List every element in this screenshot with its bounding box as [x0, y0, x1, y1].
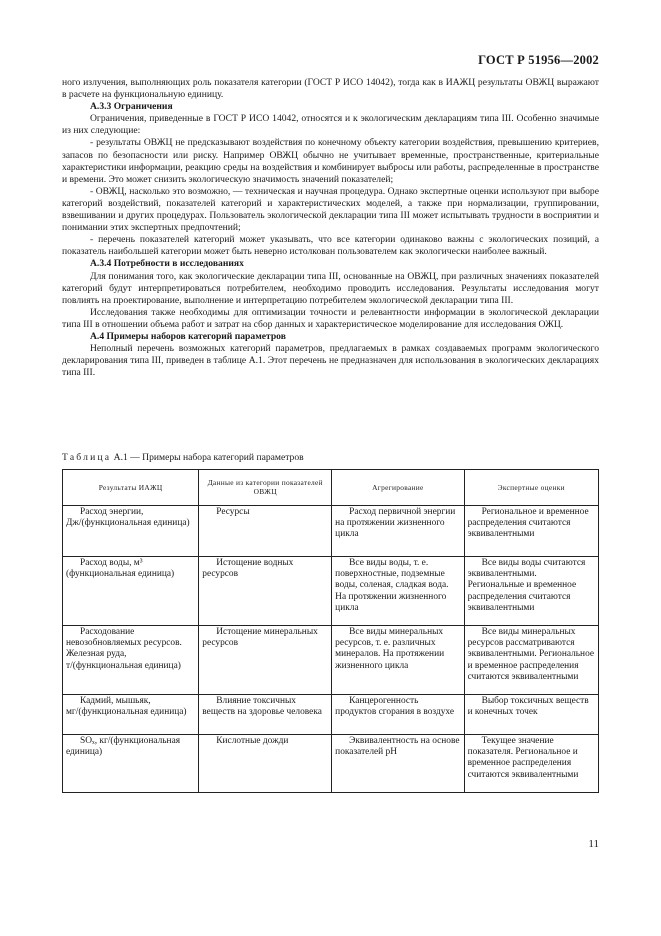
- table-cell: [332, 626, 464, 695]
- caption-label: Таблица: [62, 452, 112, 463]
- table-cell: [63, 557, 199, 626]
- paragraph: Ограничения, приведенные в ГОСТ Р ИСО 14042, относятся и к экологическим декларациям типа III. Особенно значимые из них следующие:: [62, 113, 599, 137]
- table-cell: [464, 695, 598, 735]
- cell-text: Все виды воды считаются эквивалентными. Региональные и временное распределения считаются эквивалентными: [467, 558, 586, 613]
- list-item: - результаты ОВЖЦ не предсказывают воздействия по конечному объекту категории воздействия, превышению критериев, запасов по безопасности или риску. Например ОВЖЦ обычно не учитывает временные, пространственные, критериальные характеристики информации, реакцию среды на воздействия и комбинирует выбросы или работы, распределенные в пространстве и времени. Это может снизить экологическую значимость значений показателей;: [62, 137, 599, 185]
- section-heading-a33: А.3.3 Ограничения: [90, 101, 173, 113]
- table-row: [63, 626, 599, 695]
- paragraph: ного излучения, выполняющих роль показателя категории (ГОСТ Р ИСО 14042), тогда как в ИАЖЦ результаты ОВЖЦ выражают в расчете на функциональную единицу.: [62, 77, 599, 101]
- table-cell: [199, 735, 332, 793]
- table-cell: [332, 735, 464, 793]
- section-heading-a4: А.4 Примеры наборов категорий параметров: [90, 330, 286, 342]
- table-cell: [332, 557, 464, 626]
- paragraph: Неполный перечень возможных категорий параметров, предлагаемых в рамках создаваемых программ экологического декларирования типа III, приведен в таблице А.1. Этот перечень не предназначен для использования в экологических декларациях типа III.: [62, 343, 599, 379]
- cell-text: Канцерогенность продуктов сгорания в воздухе: [335, 696, 455, 718]
- parameters-table: [62, 469, 599, 793]
- cell-text: Текущее значение показателя. Региональное и временное распределения считаются эквивалентными: [467, 736, 579, 780]
- cell-text: Истощение водных ресурсов: [202, 558, 294, 580]
- standard-number: ГОСТ Р 51956—2002: [478, 53, 599, 67]
- cell-text: Все виды минеральных ресурсов рассматриваются эквивалентными. Региональное и временное распределения считаются эквивалентными: [467, 627, 595, 682]
- cell-text: Влияние токсичных веществ на здоровье человека: [202, 696, 322, 718]
- cell-text: Расходование невозобновляемых ресурсов. Железная руда, т/(функциональная единица): [66, 627, 182, 671]
- table-cell: [464, 506, 598, 557]
- paragraph: Для понимания того, как экологические декларации типа III, основанные на ОВЖЦ, при различных значениях показателей категорий будут интерпретироваться потребителем, необходимо проводить исследования. Результаты исследования могут повлиять на проектирование, выполнение и интерпретацию потребителем экологической декларации типа III.: [62, 270, 599, 306]
- column-header: Результаты ИАЖЦ: [63, 470, 199, 506]
- column-header: Данные из категории показателей ОВЖЦ: [199, 470, 332, 506]
- table-cell: [332, 695, 464, 735]
- table-cell: [464, 626, 598, 695]
- cell-text: Ресурсы: [216, 507, 250, 517]
- table-row: [63, 557, 599, 626]
- caption-title: А.1 — Примеры набора категорий параметров: [111, 452, 304, 463]
- cell-text: Расход воды, м³ (функциональная единица): [66, 558, 175, 580]
- table-cell: [199, 695, 332, 735]
- table-cell: [332, 506, 464, 557]
- table-caption: [62, 452, 304, 463]
- section-heading-a34: А.3.4 Потребности в исследованиях: [90, 258, 244, 270]
- cell-text: Региональное и временное распределения считаются эквивалентными: [467, 507, 589, 540]
- table-cell: [63, 626, 199, 695]
- table-row: [63, 695, 599, 735]
- column-header: Агрегирование: [332, 470, 464, 506]
- cell-text: Расход энергии, Дж/(функциональная единица): [66, 507, 190, 529]
- cell-text: Все виды воды, т. е. поверхностные, подземные воды, соленая, сладкая вода. На протяжении жизненного цикла: [335, 558, 449, 613]
- table-row: [63, 735, 599, 793]
- cell-text: Кислотные дожди: [216, 736, 289, 746]
- cell-text: Кадмий, мышьяк, мг/(функциональная единица): [66, 696, 187, 718]
- table-cell: [464, 735, 598, 793]
- cell-text: Эквивалентность на основе показателей pH: [335, 736, 460, 758]
- table-cell: [199, 557, 332, 626]
- paragraph: Исследования также необходимы для оптимизации точности и релевантности информации в экологической декларации типа III в отношении объема работ и затрат на сбор данных и характеристическое моделирование для исследования ОЖЦ.: [62, 306, 599, 330]
- page-number: 11: [588, 838, 599, 850]
- cell-text: Выбор токсичных веществ и конечных точек: [467, 696, 589, 718]
- cell-text: Расход первичной энергии на протяжении жизненного цикла: [335, 507, 456, 540]
- table-cell: [63, 735, 199, 793]
- cell-text: Все виды минеральных ресурсов, т. е. различных минералов. На протяжении жизненного цикла: [335, 627, 445, 671]
- table-cell: [464, 557, 598, 626]
- table-cell: [63, 695, 199, 735]
- table-cell: [63, 506, 199, 557]
- cell-text: SOₓ, кг/(функциональная единица): [66, 736, 181, 758]
- list-item: - перечень показателей категорий может указывать, что все категории одинаково важны с экологических позиций, а показатель наибольшей категории может быть неверно истолкован пользователем как экологически наиболее важный.: [62, 234, 599, 258]
- table-row: [63, 506, 599, 557]
- table-header-row: [63, 470, 599, 506]
- list-item: - ОВЖЦ, насколько это возможно, — техническая и научная процедура. Однако экспертные оценки используют при выборе категорий воздействий, показателей категорий и характеристических моделей, а также при нормализации, группировании, взвешивании и других процедурах. Пользователь экологической декларации типа III может испытывать трудности в восприятии и понимании этих экспертных предпочтений;: [62, 185, 599, 234]
- cell-text: Истощение минеральных ресурсов: [202, 627, 318, 649]
- table-cell: [199, 626, 332, 695]
- table-cell: [199, 506, 332, 557]
- body-text: [62, 77, 599, 379]
- column-header: Экспертные оценки: [464, 470, 598, 506]
